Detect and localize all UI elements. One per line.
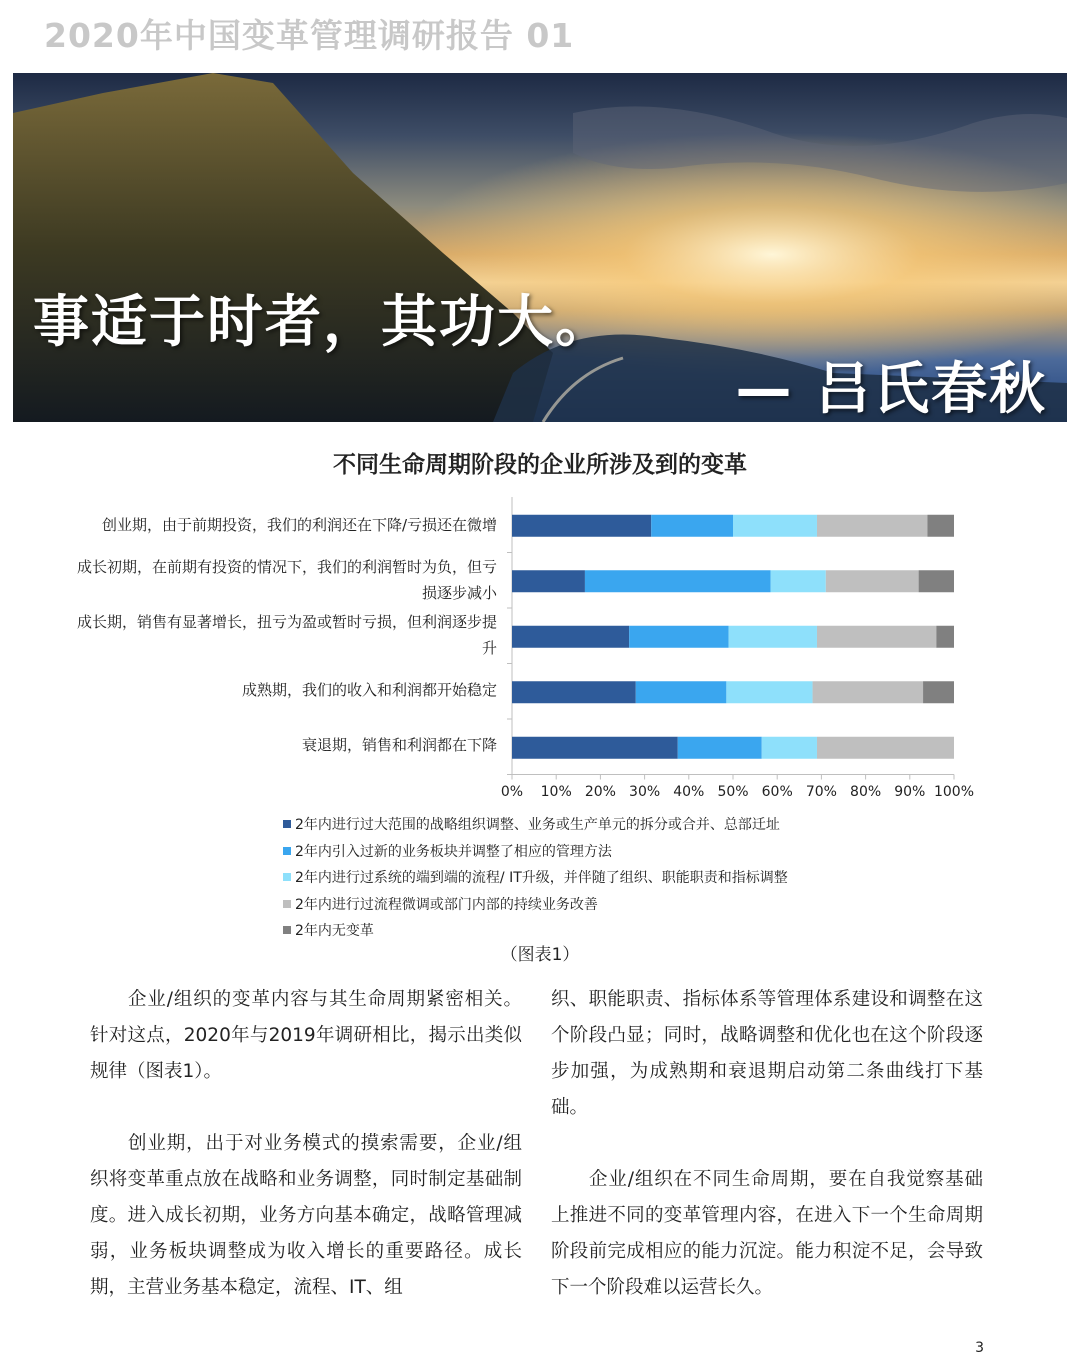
- bar-segment: [733, 515, 817, 537]
- body-column-right: [551, 982, 983, 1306]
- legend-item: [283, 839, 788, 866]
- legend-label: 2年内进行过流程微调或部门内部的持续业务改善: [295, 896, 598, 913]
- bar-segment: [726, 681, 812, 703]
- body-paragraph: 企业/组织在不同生命周期，要在自我觉察基础上推进不同的变革管理内容，在进入下一个生命周期阶段前完成相应的能力沉淀。能力积淀不足，会导致下一个阶段难以运营长久。: [551, 1169, 983, 1298]
- bar-segment: [629, 626, 728, 648]
- legend-label: 2年内进行过大范围的战略组织调整、业务或生产单元的拆分或合并、总部迁址: [295, 817, 780, 833]
- chart-caption: （图表1）: [500, 945, 580, 965]
- body-paragraph: 企业/组织的变革内容与其生命周期紧密相关。针对这点，2020年与2019年调研相比，揭示出类似规律（图表1）。: [90, 989, 522, 1082]
- x-tick-label: 20%: [584, 784, 616, 800]
- x-tick-label: 80%: [850, 784, 882, 800]
- legend-swatch: [283, 847, 291, 855]
- bar-segment: [585, 570, 771, 592]
- body-paragraph: 创业期，出于对业务模式的摸索需要，企业/组织将变革重点放在战略和业务调整，同时制定基础制度。进入成长初期，业务方向基本确定，战略管理减弱，业务板块调整成为收入增长的重要路径。成长期，主营业务基本稳定，流程、IT、组: [90, 1133, 522, 1298]
- legend-label: 2年内引入过新的业务板块并调整了相应的管理方法: [295, 843, 612, 860]
- bar-segment: [927, 515, 954, 537]
- x-tick-label: 0%: [500, 784, 524, 800]
- hero-quote: 事适于时者，其功大。: [33, 290, 613, 355]
- legend-swatch: [283, 820, 291, 828]
- body-column-left: [90, 982, 522, 1306]
- category-label: 创业期，由于前期投资，我们的利润还在下降/亏损还在微增: [101, 516, 497, 534]
- category-label: 成熟期，我们的收入和利润都开始稳定: [241, 681, 497, 699]
- bar-segment: [923, 681, 954, 703]
- bar-segment: [817, 626, 936, 648]
- x-tick-label: 70%: [805, 784, 837, 800]
- legend-item: [283, 812, 788, 839]
- legend-swatch: [283, 873, 291, 881]
- x-tick-label: 90%: [894, 784, 926, 800]
- bar-segment: [813, 681, 924, 703]
- bar-segment: [826, 570, 919, 592]
- x-tick-label: 30%: [629, 784, 661, 800]
- bar-segment: [512, 737, 678, 759]
- legend-item: [283, 865, 788, 892]
- bar-segment: [771, 570, 826, 592]
- x-tick-label: 60%: [761, 784, 793, 800]
- x-tick-label: 40%: [673, 784, 705, 800]
- bar-segment: [512, 681, 636, 703]
- bar-segment: [651, 515, 733, 537]
- legend-item: [283, 892, 788, 919]
- bar-segment: [512, 570, 585, 592]
- bar-segment: [512, 515, 651, 537]
- bar-segment: [729, 626, 817, 648]
- bar-segment: [512, 626, 629, 648]
- page-number: 3: [975, 1340, 984, 1356]
- bar-segment: [817, 737, 954, 759]
- bar-segment: [936, 626, 954, 648]
- body-paragraph-continued: 织、职能职责、指标体系等管理体系建设和调整在这个阶段凸显；同时，战略调整和优化也在这个阶段逐步加强，为成熟期和衰退期启动第二条曲线打下基础。: [551, 989, 983, 1118]
- x-tick-label: 10%: [540, 784, 572, 800]
- legend-swatch: [283, 926, 291, 934]
- chart-title: 不同生命周期阶段的企业所涉及到的变革: [333, 452, 747, 478]
- bar-segment: [636, 681, 727, 703]
- bar-segment: [817, 515, 928, 537]
- legend-label: 2年内无变革: [295, 923, 374, 939]
- category-label: 成长初期，在前期有投资的情况下，我们的利润暂时为负，但亏损逐步减小: [76, 558, 497, 602]
- report-header-title: 2020年中国变革管理调研报告 01: [44, 16, 575, 55]
- bar-segment: [762, 737, 817, 759]
- category-label: 衰退期，销售和利润都在下降: [301, 736, 497, 754]
- category-label: 成长期，销售有显著增长，扭亏为盈或暂时亏损，但利润逐步提升: [76, 613, 497, 657]
- legend-swatch: [283, 900, 291, 908]
- bar-segment: [919, 570, 954, 592]
- x-tick-label: 50%: [717, 784, 749, 800]
- legend-label: 2年内进行过系统的端到端的流程/ IT升级，并伴随了组织、职能职责和指标调整: [295, 870, 788, 886]
- hero-author: — 吕氏春秋: [735, 357, 1047, 422]
- chart-legend: [283, 812, 788, 945]
- bar-segment: [678, 737, 762, 759]
- x-tick-label: 100%: [933, 784, 975, 800]
